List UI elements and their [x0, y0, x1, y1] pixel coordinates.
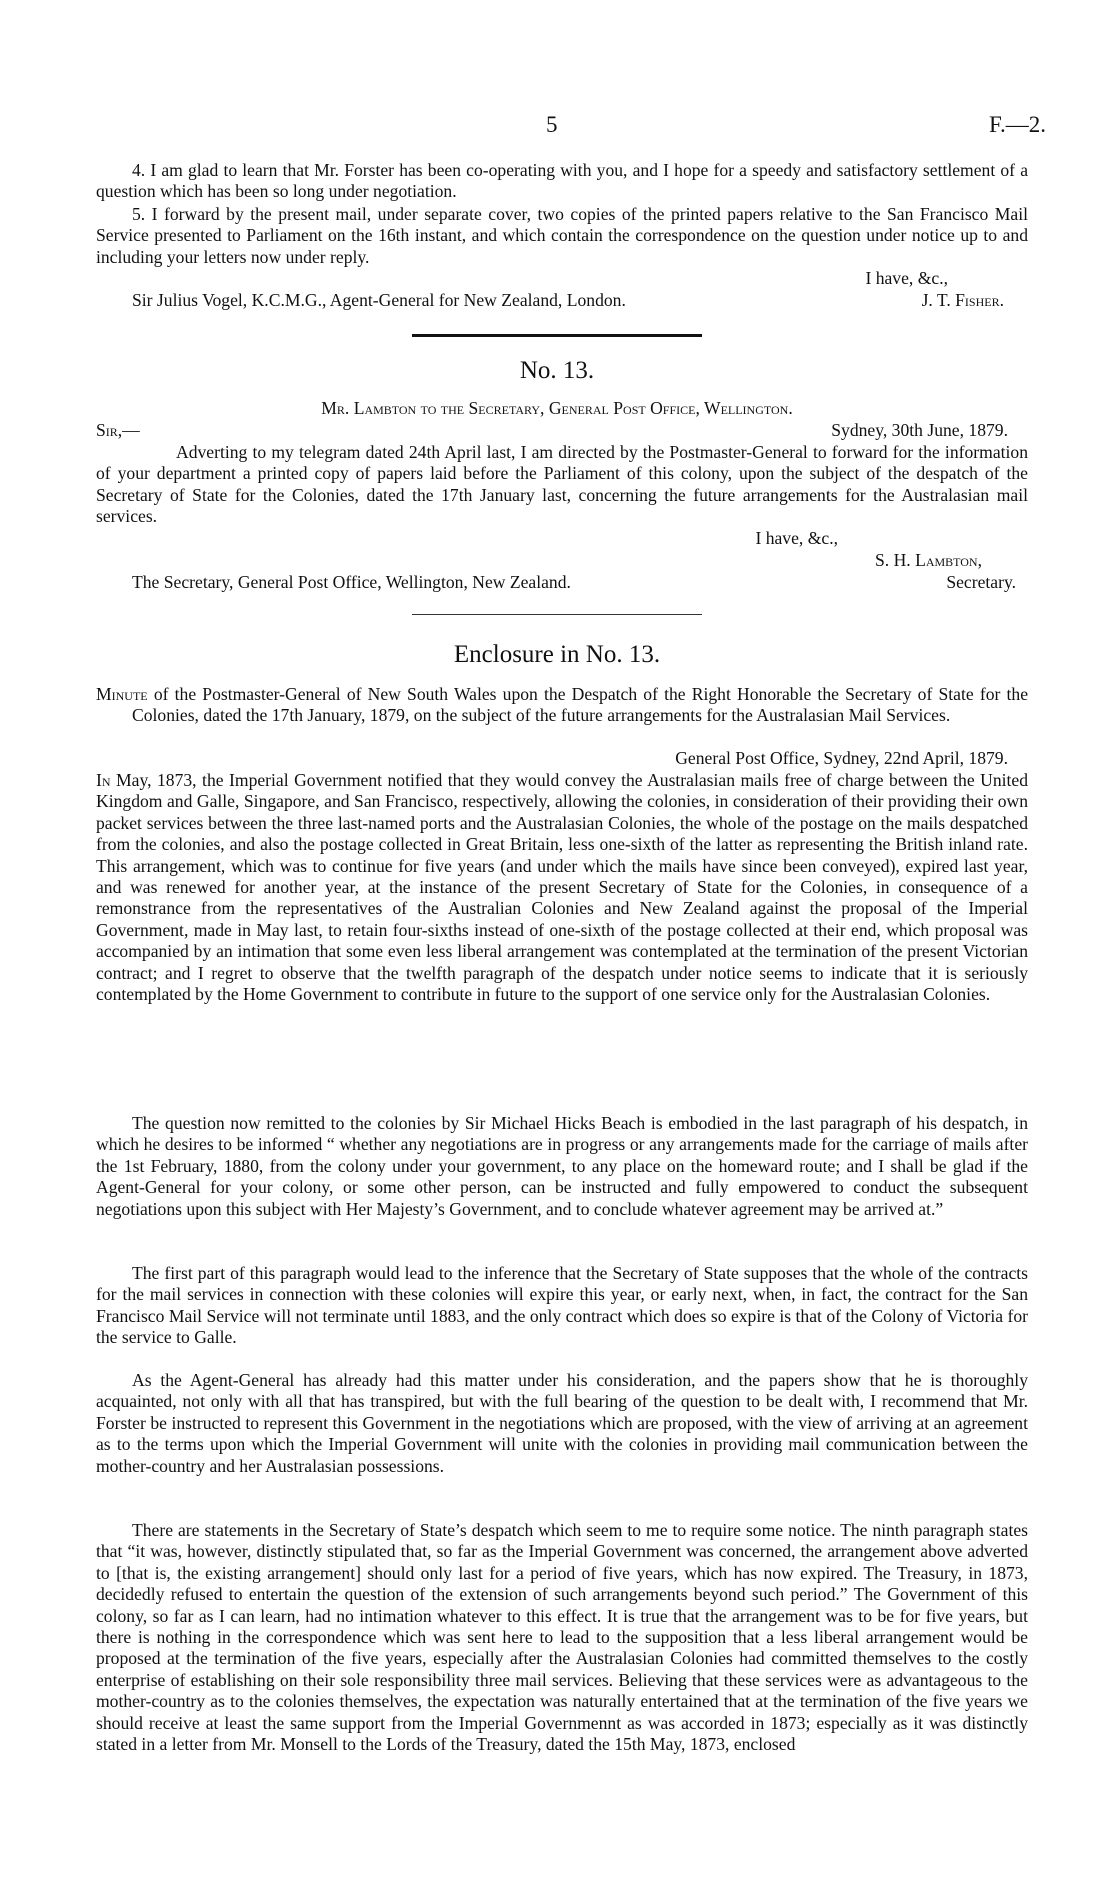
para1-text: May, 1873, the Imperial Government notified that they would convey the Australasian mails free of charge between the United Kingdom and Galle, Singapore, and San Francisco, respectively, allowing the colonies, in consideration of their providing their own packet services between the three last-named ports and the Australasian Colonies, the whole of the postage on the mails despatched from the colonies, and also the postage collected in Great Britain, less one-sixth of the latter as representing the British inland rate. This arrangement, which was to continue for five years (and under which the mails have since been conveyed), expired last year, and was renewed for another year, at the instance of the present Secretary of State for the Colonies, in consequence of a remonstrance from the representatives of the Australian Colonies and New Zealand against the proposal of the Imperial Government, made in May last, to retain four-sixths instead of one-sixth of the postage collected at their end, which proposal was accompanied by an intimation that some even less liberal arrangement was contemplated at the termination of the present Victorian contract; and I regret to observe that the twelfth paragraph of the despatch under notice seems to indicate that it is seriously contemplated by the Home Government to contribute in future to the support of one service only for the Australasian Colonies.: [96, 770, 1028, 1005]
para1-lead: In: [96, 770, 111, 790]
signature-row-2: [96, 550, 1028, 572]
dateline: Sydney, 30th June, 1879.: [831, 420, 1008, 440]
enclosure-paragraph-1: [96, 770, 1028, 1005]
addressee-row: [96, 290, 1028, 312]
closing-row: [96, 268, 1028, 290]
enclosure-paragraph-2: The question now remitted to the colonies by Sir Michael Hicks Beach is embodied in the last paragraph of his despatch, in which he desires to be informed “ whether any negotiations are in progress or any arrangements made for the carriage of mails after the 1st February, 1880, from the colony under your government, to any place on the homeward route; and I shall be glad if the Agent-General for your colony, or some other person, can be instructed and fully empowered to conduct the subsequent negotiations upon this subject with Her Majesty’s Government, and to conclude whatever agreement may be arrived at.”: [96, 1113, 1028, 1219]
closing-row-2: [96, 528, 1028, 550]
minute-paragraph: [96, 684, 1028, 727]
paragraph-5: 5. I forward by the present mail, under separate cover, two copies of the printed papers relative to the San Francisco Mail Service presented to Parliament on the 16th instant, and which contain the correspondence on the question under notice up to and including your letters now under reply.: [96, 204, 1028, 267]
minute-lead: Minute: [96, 684, 148, 704]
title: Secretary.: [946, 572, 1016, 592]
enclosure-dateline: General Post Office, Sydney, 22nd April, 1879.: [675, 748, 1008, 768]
enclosure-paragraph-4: As the Agent-General has already had this matter under his consideration, and the papers show that he is thoroughly acquainted, not only with all that has transpired, but with the full bearing of the question to be dealt with, I recommend that Mr. Forster be instructed to represent this Government in the negotiations which are proposed, with the view of arriving at an agreement as to the terms upon which the Imperial Government will unite with the colonies in providing mail communication between the mother-country and her Australasian possessions.: [96, 1370, 1028, 1476]
addressee-row-2: [96, 572, 1028, 594]
salutation: Sir,—: [96, 420, 140, 440]
paragraph-4: 4. I am glad to learn that Mr. Forster has been co-operating with you, and I hope for a speedy and satisfactory settlement of a question which has been so long under negotiation.: [96, 160, 1028, 202]
enclosure-dateline-row: [96, 748, 1028, 770]
page-number: 5: [546, 112, 558, 137]
signature-2: S. H. Lambton,: [874, 550, 982, 570]
section-rule-2: [412, 614, 702, 615]
letter-heading: No. 13.: [519, 357, 595, 384]
enclosure-paragraph-3: The first part of this paragraph would lead to the inference that the Secretary of State supposes that the whole of the contracts for the mail services in connection with these colonies will expire this year, or early next, when, in fact, the contract for the San Francisco Mail Service will not terminate until 1883, and the only contract which does so expire is that of the Colony of Victoria for the service to Galle.: [96, 1263, 1028, 1348]
letter-body: Adverting to my telegram dated 24th April last, I am directed by the Postmaster-General to forward for the information of your department a printed copy of papers laid before the Parliament of this colony, upon the subject of the despatch of the Secretary of State for the Colonies, dated the 17th January last, concerning the future arrangements for the Australasian mail services.: [96, 442, 1028, 527]
addressee: Sir Julius Vogel, K.C.M.G., Agent-General for New Zealand, London.: [132, 290, 626, 310]
salutation-row: [96, 420, 1028, 442]
enclosure-paragraph-5: There are statements in the Secretary of State’s despatch which seem to me to require some notice. The ninth paragraph states that “it was, however, distinctly stipulated that, so far as the Imperial Government was concerned, the arrangement above adverted to [that is, the existing arrangement] should only last for a period of five years, which has now expired. The Treasury, in 1873, decidedly refused to entertain the question of the extension of such arrangements beyond such period.” The Government of this colony, so far as I can learn, had no intimation whatever to this effect. It is true that the arrangement was to be for five years, but there is nothing in the correspondence which was sent here to lead to the supposition that a less liberal arrangement would be proposed at the termination of the five years, especially after the Australasian Colonies had committed themselves to the costly enterprise of establishing on their sole responsibility three mail services. Believing that these services were as advantageous to the mother-country as to the colonies themselves, the expectation was naturally entertained that at the termination of the five years we should receive at least the same support from the Imperial Governmennt as was accorded in 1873; especially as it was distinctly stated in a letter from Mr. Monsell to the Lords of the Treasury, dated the 15th May, 1873, enclosed: [96, 1520, 1028, 1755]
section-rule: [412, 334, 702, 337]
closing-2: I have, &c.,: [755, 528, 838, 548]
addressee-2: The Secretary, General Post Office, Wellington, New Zealand.: [132, 572, 571, 592]
signature: J. T. Fisher.: [921, 290, 1004, 310]
minute-text: of the Postmaster-General of New South Wales upon the Despatch of the Right Honorable the Secretary of State for the Colonies, dated the 17th January, 1879, on the subject of the future arrangements for the Australasian Mail Services.: [132, 684, 1029, 726]
enclosure-heading: Enclosure in No. 13.: [453, 641, 661, 668]
page-reference: F.—2.: [989, 112, 1046, 137]
closing: I have, &c.,: [865, 268, 948, 288]
letter-subheading: Mr. Lambton to the Secretary, General Post Office, Wellington.: [321, 398, 793, 418]
